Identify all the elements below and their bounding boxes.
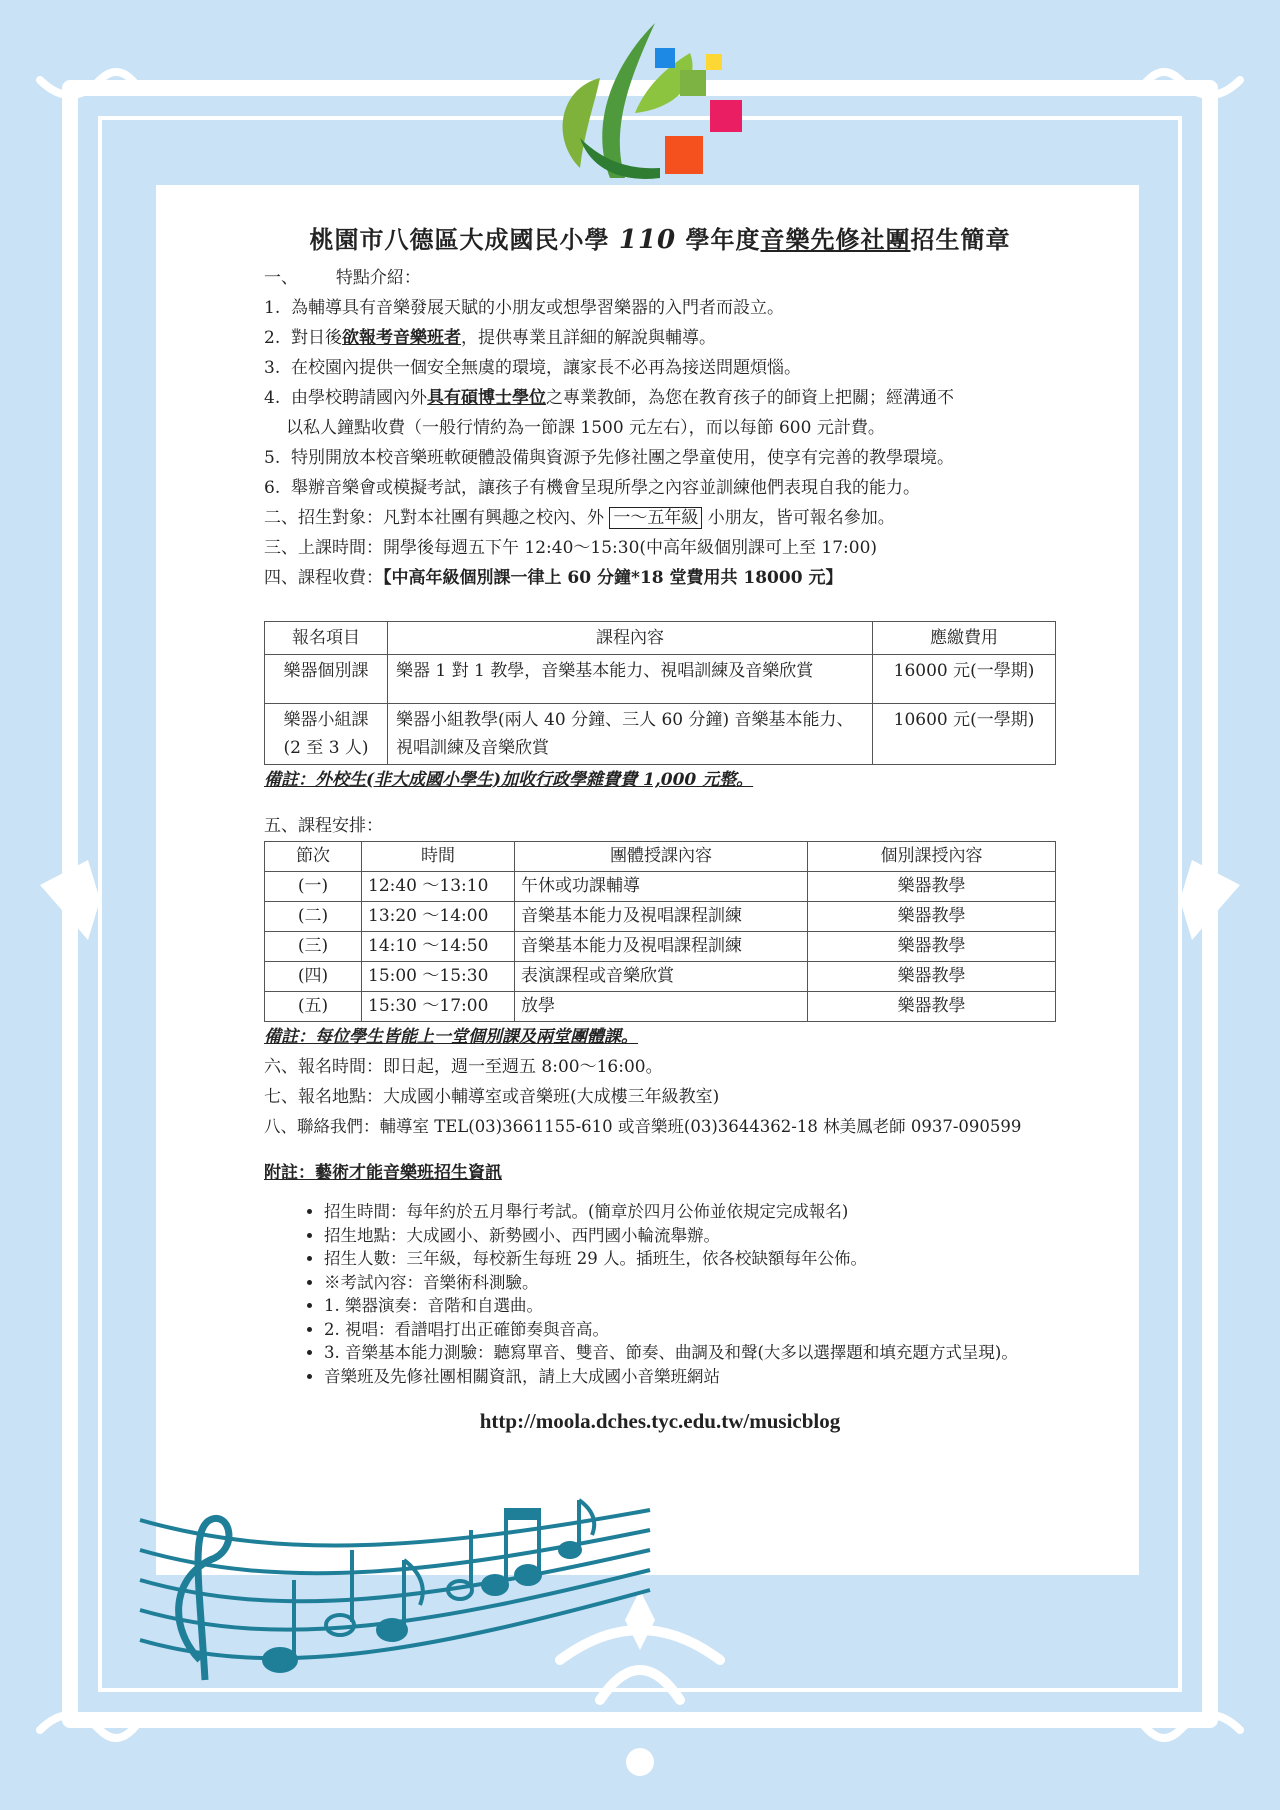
feature-item-5: 5. 特別開放本校音樂班軟硬體設備與資源予先修社團之學童使用，使享有完善的教學環境。 [264, 448, 955, 468]
feature-item-4-cont: 以私人鐘點收費（一般行情約為一節課 1500 元左右），而以每節 600 元計費。 [286, 418, 885, 438]
document-sheet [156, 185, 1139, 1575]
fee-note: 備註：外校生(非大成國小學生)加收行政學雜費費 1,000 元整。 [264, 770, 754, 790]
section6-registration-time: 六、報名時間：即日起，週一至週五 8:00～16:00。 [264, 1057, 663, 1077]
table-row: (三) 14:10 ～14:50 音樂基本能力及視唱課程訓練 樂器教學 [265, 932, 1056, 962]
feature-item-1: 1. 為輔導具有音樂發展天賦的小朋友或想學習樂器的入門者而設立。 [264, 298, 785, 318]
page-title: 桃園市八德區大成國民小學 110 學年度音樂先修社團招生簡章 [309, 225, 1011, 255]
appendix-heading: 附註：藝術才能音樂班招生資訊 [264, 1163, 502, 1183]
schedule-table-header: 節次 時間 團體授課內容 個別課授內容 [265, 842, 1056, 872]
section8-contact: 八、聯絡我們：輔導室 TEL(03)3661155-610 或音樂班(03)3644362-18 林美鳳老師 0937-090599 [264, 1117, 1022, 1136]
list-item: • 音樂班及先修社團相關資訊，請上大成國小音樂班網站 [324, 1365, 1056, 1389]
list-item: • 3. 音樂基本能力測驗：聽寫單音、雙音、節奏、曲調及和聲(大多以選擇題和填充題方式呈現)。 [324, 1341, 1056, 1365]
feature-item-6: 6. 舉辦音樂會或模擬考試，讓孩子有機會呈現所學之內容並訓練他們表現自我的能力。 [264, 478, 921, 498]
fee-table [264, 621, 1056, 765]
list-item: • 招生地點：大成國小、新勢國小、西門國小輪流舉辦。 [324, 1224, 1056, 1248]
music-blog-link[interactable]: http://moola.dches.tyc.edu.tw/musicblog [479, 1409, 841, 1433]
document-content [264, 225, 1056, 1436]
table-row: 樂器小組課 (2 至 3 人) 樂器小組教學(兩人 40 分鐘、三人 60 分鐘) 音樂基本能力、視唱訓練及音樂欣賞 10600 元(一學期) [265, 704, 1056, 765]
section3-time: 三、上課時間：開學後每週五下午 12:40～15:30(中高年級個別課可上至 17:00) [264, 538, 878, 558]
table-row: (五) 15:30 ～17:00 放學 樂器教學 [265, 992, 1056, 1022]
table-row: (二) 13:20 ～14:00 音樂基本能力及視唱課程訓練 樂器教學 [265, 902, 1056, 932]
list-item: • ※考試內容：音樂術科測驗。 [324, 1271, 1056, 1295]
list-item: • 招生人數：三年級，每校新生每班 29 人。插班生，依各校缺額每年公佈。 [324, 1247, 1056, 1271]
school-logo [540, 18, 750, 188]
schedule-note: 備註：每位學生皆能上一堂個別課及兩堂團體課。 [264, 1027, 638, 1047]
list-item: • 招生時間：每年約於五月舉行考試。(簡章於四月公佈並依規定完成報名) [324, 1200, 1056, 1224]
section1-heading: 一、 特點介紹： [264, 268, 421, 288]
section5-heading: 五、課程安排： [264, 816, 383, 836]
feature-item-4: 4. 由學校聘請國內外具有碩博士學位之專業教師，為您在教育孩子的師資上把關；經溝通不 [264, 388, 955, 408]
table-row: (四) 15:00 ～15:30 表演課程或音樂欣賞 樂器教學 [265, 962, 1056, 992]
section4-fee: 四、課程收費：【中高年級個別課一律上 60 分鐘*18 堂費用共 18000 元】 [264, 568, 843, 588]
table-row: 樂器個別課 樂器 1 對 1 教學，音樂基本能力、視唱訓練及音樂欣賞 16000 元(一學期) [265, 655, 1056, 704]
feature-item-3: 3. 在校園內提供一個安全無虞的環境，讓家長不必再為接送問題煩惱。 [264, 358, 802, 378]
schedule-table [264, 841, 1056, 1022]
section2-target: 二、招生對象：凡對本社團有興趣之校內、外 一～五年級 小朋友，皆可報名參加。 [264, 508, 895, 528]
list-item: • 2. 視唱：看譜唱打出正確節奏與音高。 [324, 1318, 1056, 1342]
section7-registration-place: 七、報名地點：大成國小輔導室或音樂班(大成樓三年級教室) [264, 1087, 720, 1107]
feature-item-2: 2. 對日後欲報考音樂班者，提供專業且詳細的解說與輔導。 [264, 328, 717, 348]
list-item: • 1. 樂器演奏：音階和自選曲。 [324, 1294, 1056, 1318]
appendix-list [264, 1200, 1056, 1388]
table-row: (一) 12:40 ～13:10 午休或功課輔導 樂器教學 [265, 872, 1056, 902]
fee-table-header: 報名項目 課程內容 應繳費用 [265, 622, 1056, 655]
music-staff-decoration [130, 1490, 670, 1690]
